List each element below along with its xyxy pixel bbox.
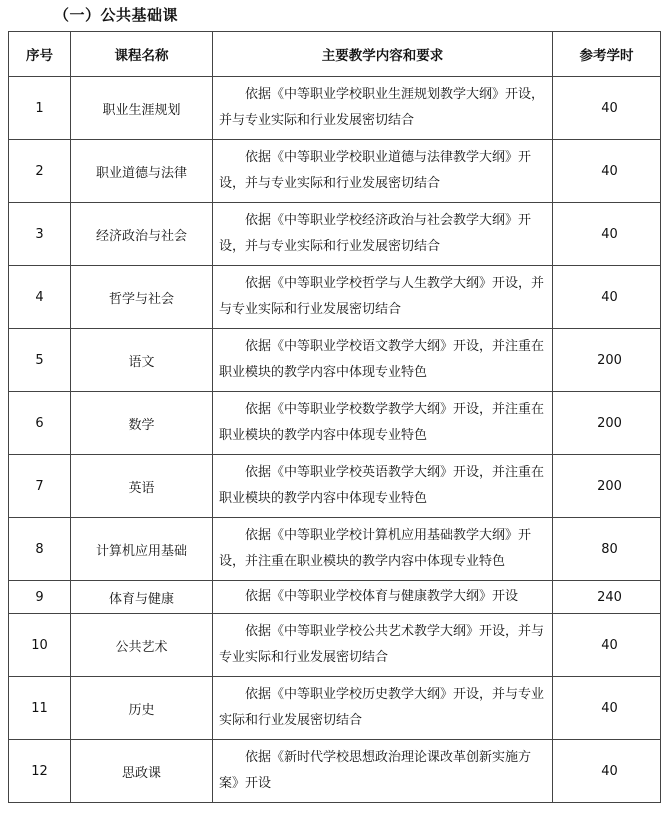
row-index: 10 xyxy=(9,614,71,677)
row-content: 依据《中等职业学校职业道德与法律教学大纲》开设，并与专业实际和行业发展密切结合 xyxy=(213,140,553,203)
table-row xyxy=(9,329,661,392)
row-content: 依据《中等职业学校历史教学大纲》开设，并与专业实际和行业发展密切结合 xyxy=(213,677,553,740)
row-index: 1 xyxy=(9,77,71,140)
row-index: 6 xyxy=(9,392,71,455)
row-hours: 40 xyxy=(553,266,661,329)
header-course-name: 课程名称 xyxy=(71,32,213,77)
header-content: 主要教学内容和要求 xyxy=(213,32,553,77)
row-content: 依据《中等职业学校公共艺术教学大纲》开设，并与专业实际和行业发展密切结合 xyxy=(213,614,553,677)
row-course-name: 思政课 xyxy=(71,740,213,803)
row-course-name: 职业生涯规划 xyxy=(71,77,213,140)
row-hours: 40 xyxy=(553,677,661,740)
row-index: 7 xyxy=(9,455,71,518)
row-content: 依据《中等职业学校英语教学大纲》开设，并注重在职业模块的教学内容中体现专业特色 xyxy=(213,455,553,518)
row-index: 9 xyxy=(9,581,71,614)
table-row xyxy=(9,455,661,518)
row-hours: 80 xyxy=(553,518,661,581)
table-row xyxy=(9,518,661,581)
table-row xyxy=(9,140,661,203)
row-content: 依据《中等职业学校计算机应用基础教学大纲》开设，并注重在职业模块的教学内容中体现专业特色 xyxy=(213,518,553,581)
row-hours: 200 xyxy=(553,455,661,518)
row-index: 8 xyxy=(9,518,71,581)
row-index: 11 xyxy=(9,677,71,740)
table-row xyxy=(9,392,661,455)
row-hours: 40 xyxy=(553,740,661,803)
row-content: 依据《中等职业学校数学教学大纲》开设，并注重在职业模块的教学内容中体现专业特色 xyxy=(213,392,553,455)
row-course-name: 职业道德与法律 xyxy=(71,140,213,203)
row-hours: 40 xyxy=(553,614,661,677)
row-hours: 40 xyxy=(553,77,661,140)
row-hours: 40 xyxy=(553,203,661,266)
row-index: 3 xyxy=(9,203,71,266)
row-content: 依据《中等职业学校体育与健康教学大纲》开设 xyxy=(213,581,553,614)
row-content: 依据《中等职业学校职业生涯规划教学大纲》开设，并与专业实际和行业发展密切结合 xyxy=(213,77,553,140)
row-course-name: 语文 xyxy=(71,329,213,392)
section-title: （一）公共基础课 xyxy=(54,6,179,24)
row-course-name: 体育与健康 xyxy=(71,581,213,614)
row-index: 4 xyxy=(9,266,71,329)
row-course-name: 哲学与社会 xyxy=(71,266,213,329)
table-row xyxy=(9,677,661,740)
row-content: 依据《中等职业学校哲学与人生教学大纲》开设，并与专业实际和行业发展密切结合 xyxy=(213,266,553,329)
row-hours: 240 xyxy=(553,581,661,614)
table-header-row xyxy=(9,32,661,77)
row-course-name: 经济政治与社会 xyxy=(71,203,213,266)
row-course-name: 计算机应用基础 xyxy=(71,518,213,581)
row-content: 依据《中等职业学校经济政治与社会教学大纲》开设，并与专业实际和行业发展密切结合 xyxy=(213,203,553,266)
row-hours: 200 xyxy=(553,329,661,392)
row-course-name: 英语 xyxy=(71,455,213,518)
table-row xyxy=(9,614,661,677)
row-course-name: 历史 xyxy=(71,677,213,740)
table-row xyxy=(9,203,661,266)
table-row xyxy=(9,266,661,329)
row-hours: 200 xyxy=(553,392,661,455)
row-index: 12 xyxy=(9,740,71,803)
row-index: 5 xyxy=(9,329,71,392)
header-index: 序号 xyxy=(9,32,71,77)
row-course-name: 数学 xyxy=(71,392,213,455)
table-row xyxy=(9,740,661,803)
row-content: 依据《中等职业学校语文教学大纲》开设，并注重在职业模块的教学内容中体现专业特色 xyxy=(213,329,553,392)
row-content: 依据《新时代学校思想政治理论课改革创新实施方案》开设 xyxy=(213,740,553,803)
table-row xyxy=(9,581,661,614)
curriculum-table xyxy=(8,31,661,803)
row-hours: 40 xyxy=(553,140,661,203)
row-course-name: 公共艺术 xyxy=(71,614,213,677)
row-index: 2 xyxy=(9,140,71,203)
header-hours: 参考学时 xyxy=(553,32,661,77)
table-row xyxy=(9,77,661,140)
